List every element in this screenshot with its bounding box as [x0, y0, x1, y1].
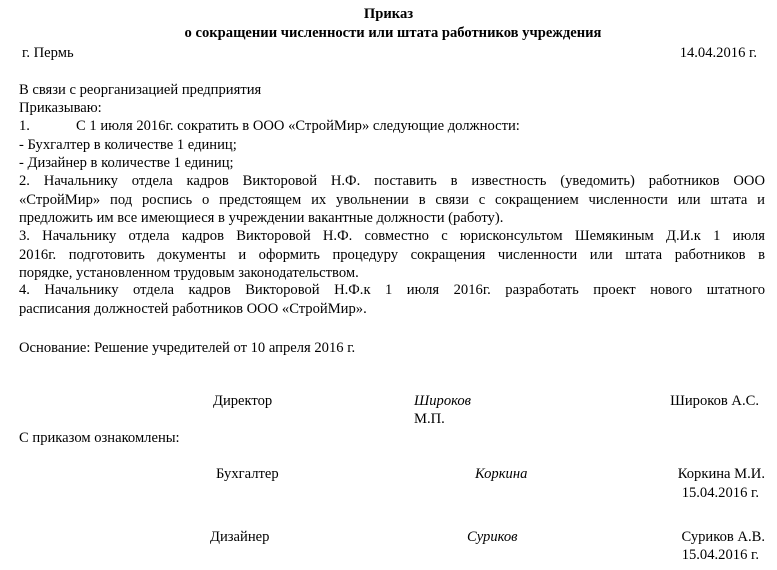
item-2-line-3: предложить им все имеющиеся в учреждении вакантные должности (работу). [19, 210, 504, 226]
bullet-designer: - Дизайнер в количестве 1 единиц; [19, 155, 234, 171]
item-2-line-1: 2. Начальнику отдела кадров Викторовой Н.Ф. поставить в известность (уведомить) работников ООО [19, 173, 765, 189]
item-1-number: 1. [19, 118, 30, 134]
director-stamp: М.П. [414, 411, 445, 427]
basis-text: Основание: Решение учредителей от 10 апреля 2016 г. [19, 340, 356, 356]
director-name: Широков А.С. [670, 393, 759, 409]
item-4-line-1: 4. Начальнику отдела кадров Викторовой Н.Ф.к 1 июля 2016г. разработать проект нового штатного [19, 282, 765, 298]
document-date: 14.04.2016 г. [679, 45, 757, 61]
director-position: Директор [213, 393, 273, 409]
signer-designer-name: Суриков А.В. [681, 529, 765, 545]
reason-text: В связи с реорганизацией предприятия [19, 82, 262, 98]
item-1-text: С 1 июля 2016г. сократить в ООО «СтройМир» следующие должности: [76, 118, 520, 134]
item-2-line-2: «СтройМир» под роспись о предстоящем их увольнении в связи с сокращением численности или штата и [19, 191, 765, 208]
item-3-paragraph [19, 227, 765, 283]
item-3-line-1: 3. Начальнику отдела кадров Викторовой Н.Ф. совместно с юрисконсультом Шемякиным Д.И.к 1 июля [19, 228, 765, 244]
signer-designer-signature: Суриков [467, 529, 518, 545]
item-3-line-3: порядке, установленном трудовым законодательством. [19, 265, 359, 281]
signer-accountant-name: Коркина М.И. [677, 466, 765, 482]
signer-designer-date: 15.04.2016 г. [681, 547, 759, 563]
director-signature: Широков [414, 393, 472, 409]
bullet-accountant: - Бухгалтер в количестве 1 единиц; [19, 137, 237, 153]
item-4-line-2: расписания должностей работников ООО «СтройМир». [19, 300, 367, 317]
item-4-paragraph [19, 281, 765, 318]
signer-accountant-position: Бухгалтер [216, 466, 279, 482]
city: г. Пермь [22, 45, 74, 61]
document-subtitle: о сокращении численности или штата работников учреждения [184, 25, 602, 41]
signer-accountant-signature: Коркина [475, 466, 528, 482]
order-word: Приказываю: [19, 100, 102, 116]
signer-designer-position: Дизайнер [210, 529, 270, 545]
item-3-line-2: 2016г. подготовить документы и оформить процедуру сокращения численности или штата работников в [19, 246, 765, 263]
document-title: Приказ [363, 6, 414, 22]
signer-accountant-date: 15.04.2016 г. [681, 485, 759, 501]
item-2-paragraph [19, 172, 765, 228]
acquainted-label: С приказом ознакомлены: [19, 430, 180, 446]
